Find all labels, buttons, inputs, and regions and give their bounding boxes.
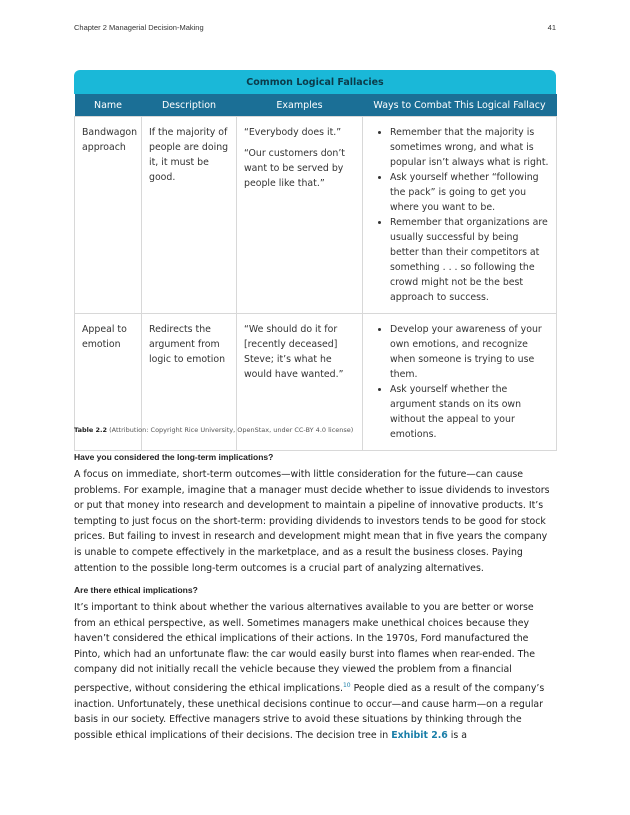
table-title: Common Logical Fallacies xyxy=(74,70,556,94)
list-item: • Ask yourself whether the argument stands on its own without the appeal to your emotions. xyxy=(390,382,549,442)
section-heading: Have you considered the long-term implications? xyxy=(74,452,274,462)
list-item: • Develop your awareness of your own emotions, and recognize when someone is trying to use them. xyxy=(390,322,549,382)
page-header xyxy=(74,23,556,32)
column-header: Description xyxy=(142,94,237,117)
paragraph-text: is a xyxy=(447,729,468,741)
list-item: • Remember that organizations are usually successful by being better than their competitors at something . . . so following the crowd might not be the best approach to success. xyxy=(390,215,549,305)
paragraph-text: It’s important to think about whether the various alternatives available to you are better or worse from an ethical perspective, as well. Sometimes managers make unethical choices because they haven’t considered the ethical implications of their actions. In the 1970s, Ford manufactured the Pinto, which had an unfortunate flaw: the car would easily burst into flames when rear-ended. The company did not initially recall the vehicle because they viewed the problem from a financial perspective, without considering the ethical implications. xyxy=(74,602,536,695)
example-text: “Everybody does it.” xyxy=(244,127,342,138)
paragraph-text: People died as a result of the company’s inaction. Unfortunately, these unethical decisions continue to occur—and cause harm—on a regular basis in our society. Effective managers strive to avoid these situations by thinking through the possible ethical implications of their decisions. The decision tree in xyxy=(74,683,545,741)
table-caption xyxy=(74,426,353,434)
body-paragraph xyxy=(74,600,556,743)
caption-label: Table 2.2 xyxy=(74,426,108,434)
list-item: • Ask yourself whether “following the pack” is going to get you where you want to be. xyxy=(390,170,549,215)
fallacy-ways xyxy=(363,314,557,451)
table-header-row xyxy=(75,94,557,117)
fallacy-name: Bandwagon approach xyxy=(75,117,142,314)
fallacy-name: Appeal to emotion xyxy=(75,314,142,451)
column-header: Name xyxy=(75,94,142,117)
fallacy-ways xyxy=(363,117,557,314)
page-number: 41 xyxy=(547,23,556,32)
example-text: “Our customers don’t want to be served by people like that.” xyxy=(244,148,345,189)
list-item: • Remember that the majority is sometimes wrong, and what is popular isn’t always what is right. xyxy=(390,125,549,170)
body-paragraph: A focus on immediate, short-term outcomes—with little consideration for the future—can cause problems. For example, imagine that a manager must decide whether to issue dividends to investors or put that money into research and development to maintain a pipeline of innovative products. It’s tempting to just focus on the short-term: providing dividends to investors tends to be good for stock prices. But failing to invest in research and development might mean that in five years the company is unable to compete effectively in the marketplace, and as a result the business closes. Paying attention to the possible long-term outcomes is a crucial part of analyzing alternatives. xyxy=(74,469,550,574)
fallacy-description: Redirects the argument from logic to emotion xyxy=(142,314,237,451)
fallacy-description: If the majority of people are doing it, it must be good. xyxy=(142,117,237,314)
fallacies-table xyxy=(74,70,556,451)
exhibit-link[interactable]: Exhibit 2.6 xyxy=(391,729,448,741)
example-text: “We should do it for [recently deceased] Steve; it’s what he would have wanted.” xyxy=(244,324,344,380)
ways-list xyxy=(370,125,549,305)
chapter-title: Chapter 2 Managerial Decision-Making xyxy=(74,23,204,32)
caption-text: (Attribution: Copyright Rice University, OpenStax, under CC-BY 4.0 license) xyxy=(109,426,354,434)
section-heading: Are there ethical implications? xyxy=(74,585,198,595)
column-header: Ways to Combat This Logical Fallacy xyxy=(363,94,557,117)
footnote-marker[interactable]: 10 xyxy=(342,681,351,689)
column-header: Examples xyxy=(237,94,363,117)
table-row xyxy=(75,117,557,314)
ways-list xyxy=(370,322,549,442)
fallacy-examples xyxy=(237,117,363,314)
